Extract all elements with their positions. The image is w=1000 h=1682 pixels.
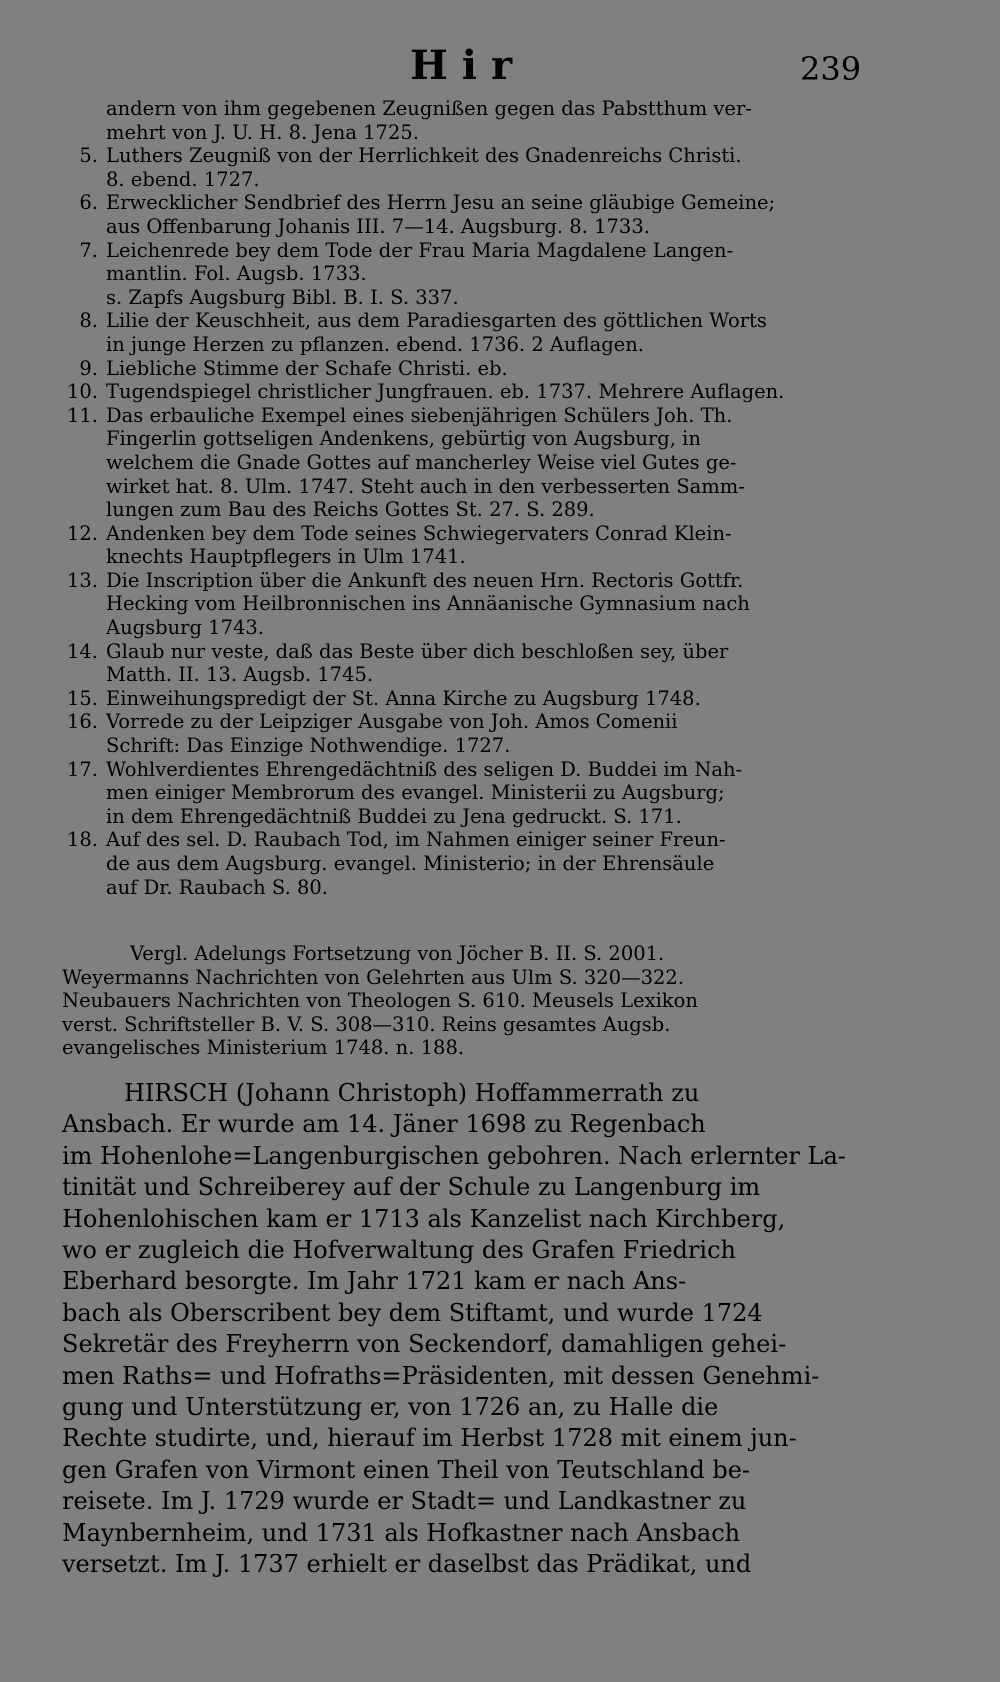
entry-text: Leichenrede bey dem Tode der Frau Maria Magdalene Langen- mantlin. Fol. Augsb. 1733. s. Zapfs Augsburg Bibl. B. I. S. 337. xyxy=(106,238,734,309)
bibliography-entry xyxy=(50,522,865,569)
entry-text: Lilie der Keuschheit, aus dem Paradiesgarten des göttlichen Worts in junge Herzen zu pflanzen. ebend. 1736. 2 Auflagen. xyxy=(106,309,767,356)
entry-number: 14. xyxy=(66,639,98,663)
entry-text: Vorrede zu der Leipziger Ausgabe von Joh. Amos Comenii Schrift: Das Einzige Nothwendige. 1727. xyxy=(106,710,678,758)
entry-text: Erwecklicher Sendbrief des Herrn Jesu an seine gläubige Gemeine; aus Offenbarung Johanis III. 7—14. Augsburg. 8. 1733. xyxy=(106,191,776,238)
entry-text: Liebliche Stimme der Schafe Christi. eb. xyxy=(106,356,508,380)
entry-number: 6. xyxy=(79,191,98,215)
bibliography-entry xyxy=(50,687,865,711)
entry-number: 17. xyxy=(66,757,98,781)
entry-text: Tugendspiegel christlicher Jungfrauen. eb. 1737. Mehrere Auflagen. xyxy=(106,380,785,404)
bibliography-entry xyxy=(50,569,865,640)
entry-number: 9. xyxy=(79,356,98,380)
bibliography-entry xyxy=(50,309,865,356)
entry-text: Andenken bey dem Tode seines Schwiegervaters Conrad Klein- knechts Hauptpflegers in Ulm 1741. xyxy=(106,521,732,569)
entry-number: 12. xyxy=(66,521,98,545)
entry-text: Einweihungspredigt der St. Anna Kirche zu Augsburg 1748. xyxy=(106,686,701,710)
bibliography-entry xyxy=(50,144,865,191)
bibliography-entry xyxy=(50,640,865,687)
bibliography-entry xyxy=(50,758,865,829)
entry-text: Wohlverdientes Ehrengedächtniß des seligen D. Buddei im Nah- men einiger Membrorum des evangel. Ministerii zu Augsburg; in dem Ehrengedächtniß Buddei zu Jena gedruckt. S. 171. xyxy=(106,757,743,828)
entry-number: 8. xyxy=(79,309,98,333)
references-paragraph: Vergl. Adelungs Fortsetzung von Jöcher B. II. S. 2001. Weyermanns Nachrichten von Gelehrten aus Ulm S. 320—322. Neubauers Nachrichten von Theologen S. 610. Meusels Lexikon verst. Schriftsteller B. V. S. 308—310. Reins gesamtes Augsb. evangelisches Ministerium 1748. n. 188. xyxy=(62,942,698,1060)
bibliography-list xyxy=(50,97,865,899)
entry-text: Auf des sel. D. Raubach Tod, im Nahmen einiger seiner Freun- de aus dem Augsburg. evangel. Ministerio; in der Ehrensäule auf Dr. Raubach S. 80. xyxy=(106,828,726,899)
entry-text: Glaub nur veste, daß das Beste über dich beschloßen sey, über Matth. II. 13. Augsb. 1745. xyxy=(106,639,729,687)
bibliography-entry xyxy=(50,380,865,404)
entry-text: Das erbauliche Exempel eines siebenjährigen Schülers Joh. Th. Fingerlin gottseligen Andenkens, gebürtig von Augsburg, in welchem die Gnade Gottes auf mancherley Weise viel Gutes ge- wirket hat. 8. Ulm. 1747. Steht auch in den verbesserten Samm- lungen zum Bau des Reichs Gottes St. 27. S. 289. xyxy=(106,403,745,522)
bibliography-entry xyxy=(50,404,865,522)
entry-number: 11. xyxy=(66,403,98,427)
page-number: 239 xyxy=(800,50,862,88)
entry-number: 13. xyxy=(66,568,98,592)
entry-text: andern von ihm gegebenen Zeugnißen gegen das Pabstthum ver- mehrt von J. U. H. 8. Jena 1725. xyxy=(106,97,752,144)
entry-number: 16. xyxy=(66,710,98,734)
biography-paragraph: HIRSCH (Johann Christoph) Hoffammerrath zu Ansbach. Er wurde am 14. Jäner 1698 zu Regenbach im Hohenlohe=Langenburgischen gebohren. Nach erlernter La- tinität und Schreiberey auf der Schule zu Langenburg im Hohenlohischen kam er 1713 als Kanzelist nach Kirchberg, wo er zugleich die Hofverwaltung des Grafen Friedrich Eberhard besorgte. Im Jahr 1721 kam er nach Ans- bach als Oberscribent bey dem Stiftamt, und wurde 1724 Sekretär des Freyherrn von Seckendorf, damahligen gehei- men Raths= und Hofraths=Präsidenten, mit dessen Genehmi- gung und Unterstützung er, von 1726 an, zu Halle die Rechte studirte, und, hierauf im Herbst 1728 mit einem jun- gen Grafen von Virmont einen Theil von Teutschland be- reisete. Im J. 1729 wurde er Stadt= und Landkastner zu Maynbernheim, und 1731 als Hofkastner nach Ansbach versetzt. Im J. 1737 erhielt er daselbst das Prädikat, und xyxy=(62,1079,846,1579)
bibliography-entry xyxy=(50,357,865,381)
entry-number: 15. xyxy=(66,686,98,710)
bibliography-entry xyxy=(50,239,865,310)
entry-text: Die Inscription über die Ankunft des neuen Hrn. Rectoris Gottfr. Hecking vom Heilbronnischen ins Annäanische Gymnasium nach Augsburg 1743. xyxy=(106,568,750,640)
bibliography-entry xyxy=(50,710,865,757)
entry-number: 5. xyxy=(79,144,98,168)
running-head-title: Hir xyxy=(410,42,527,89)
bibliography-entry xyxy=(50,191,865,238)
entry-number: 7. xyxy=(79,238,98,262)
bibliography-entry xyxy=(50,828,865,899)
bibliography-entry xyxy=(50,97,865,144)
entry-number: 18. xyxy=(66,828,98,852)
entry-number: 10. xyxy=(66,380,98,404)
entry-text: Luthers Zeugniß von der Herrlichkeit des Gnadenreichs Christi. 8. ebend. 1727. xyxy=(106,144,742,191)
